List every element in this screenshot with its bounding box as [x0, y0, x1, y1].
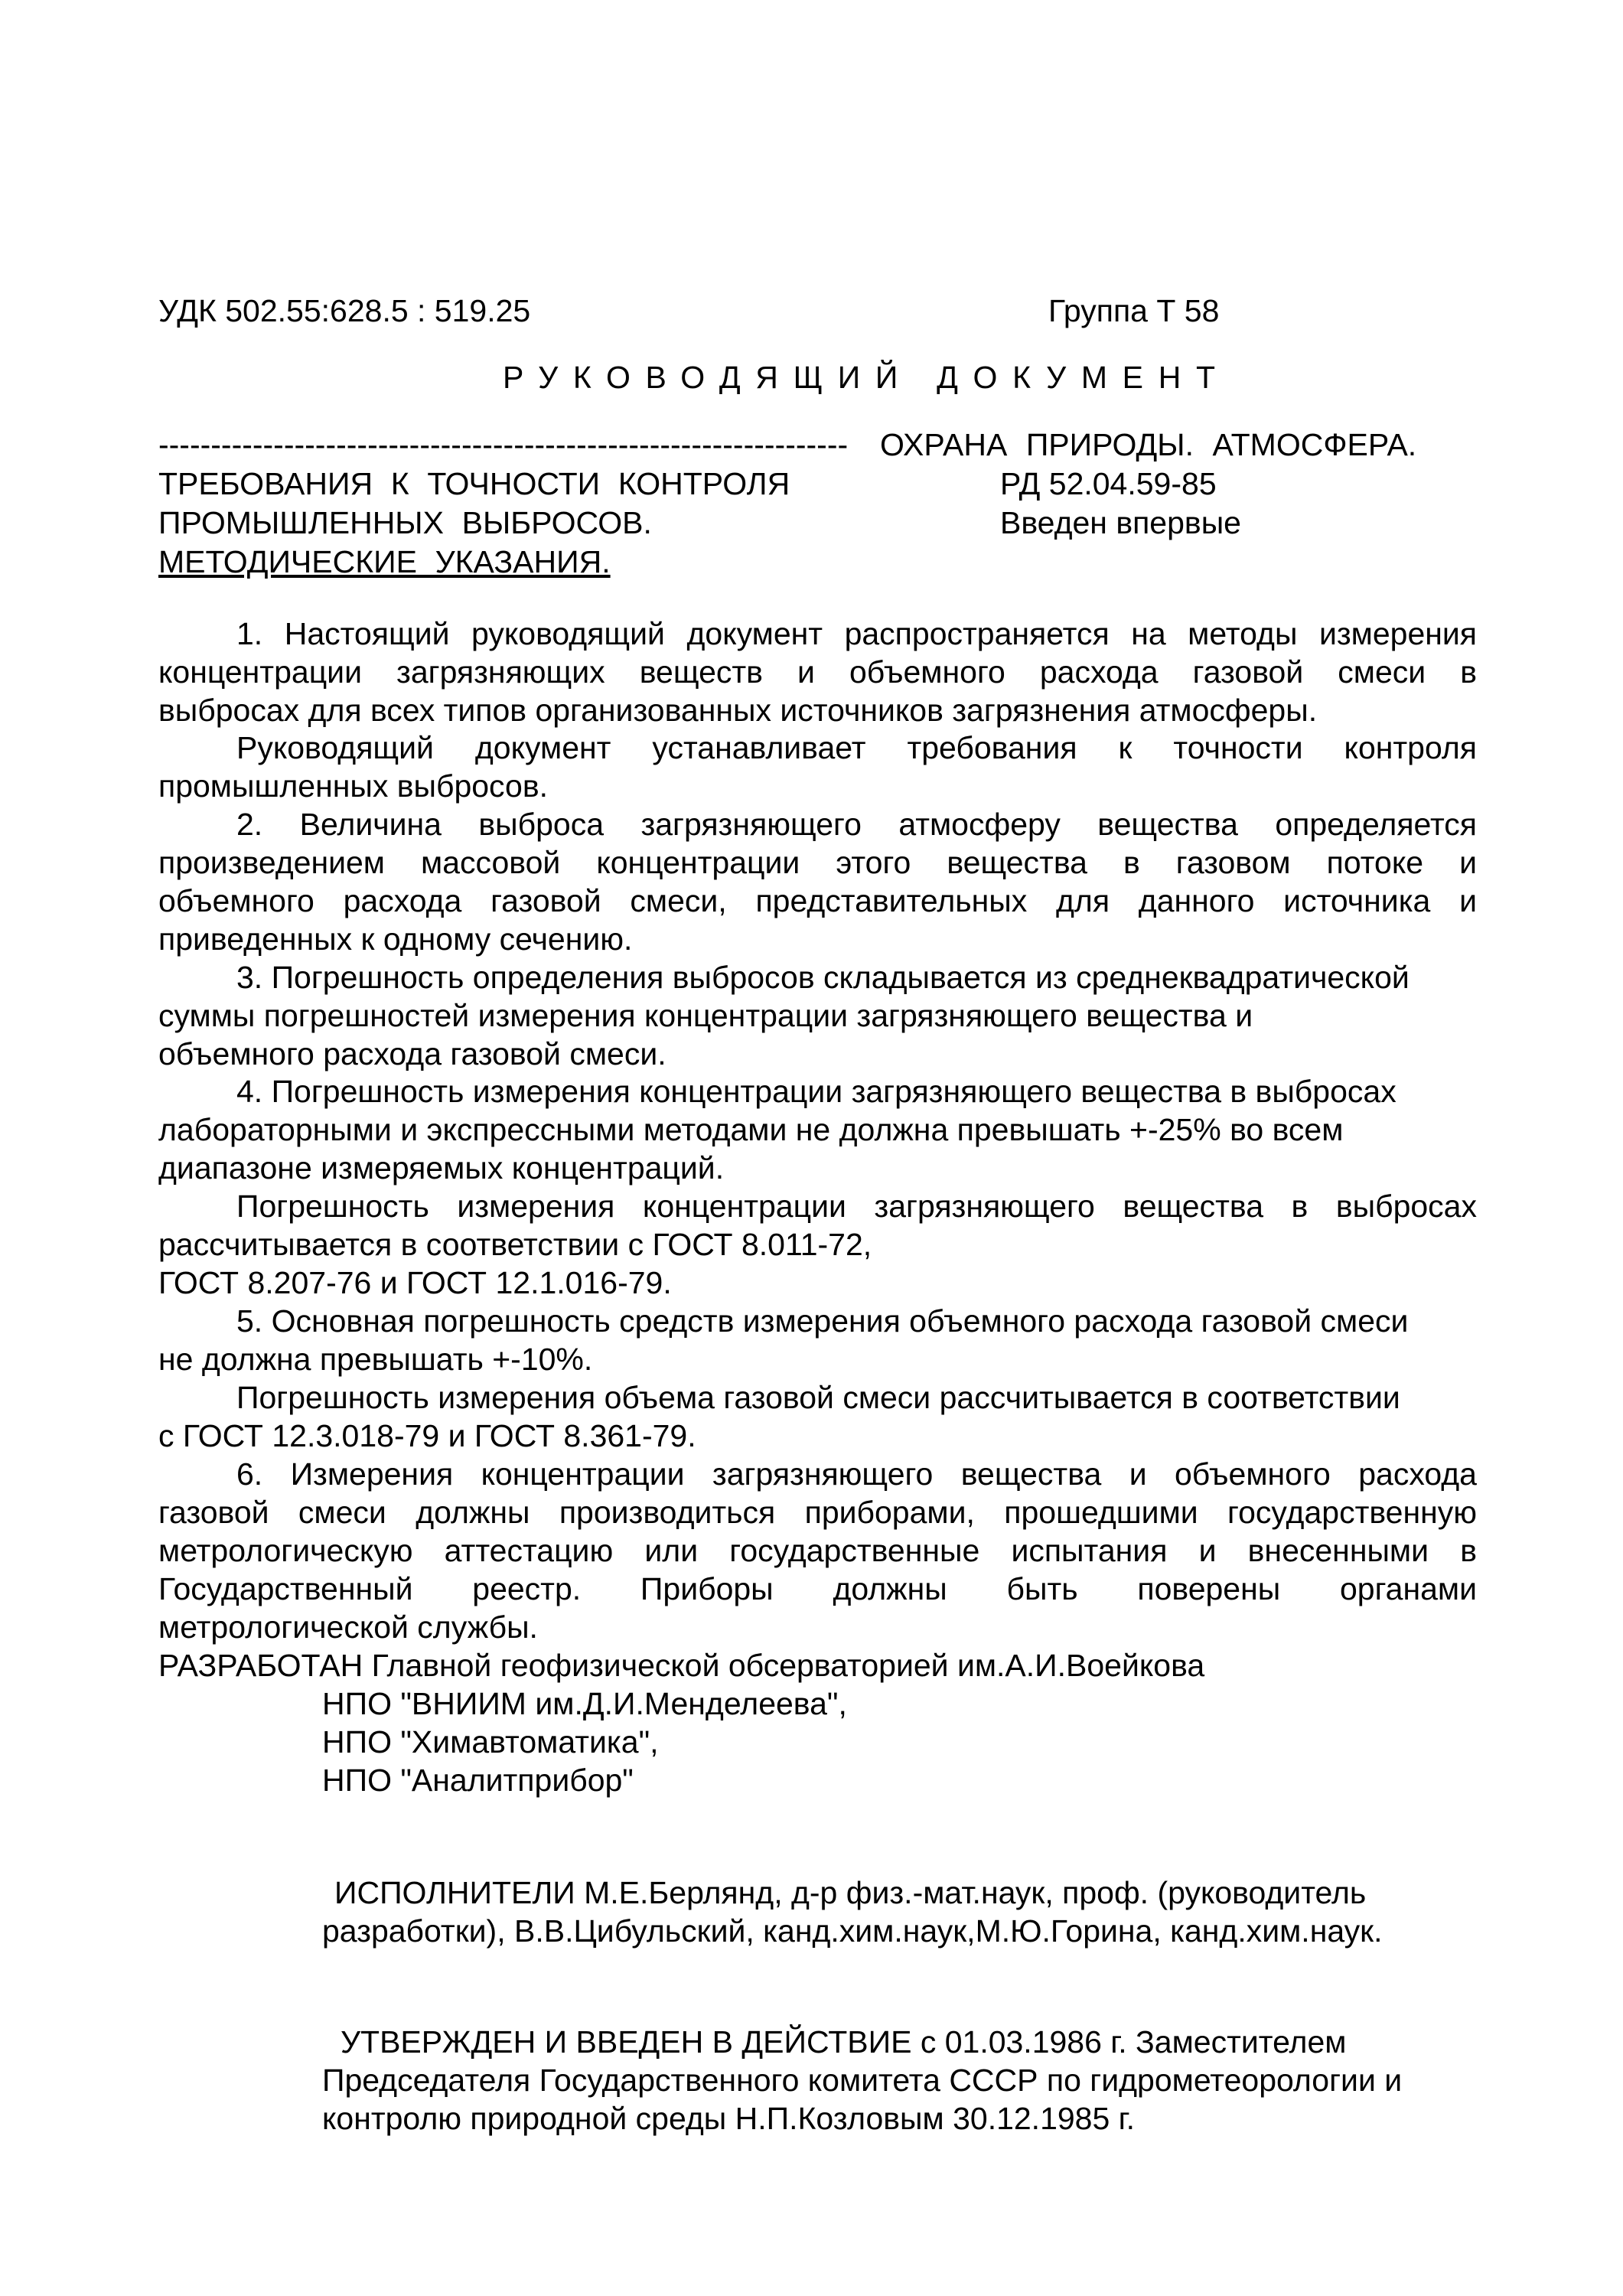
paragraph-4-line-3: диапазоне измеряемых концентраций. [158, 1150, 725, 1186]
paragraph-6-line-2: газовой смеси должны производиться приборами, прошедшими государственную [158, 1495, 1477, 1530]
paragraph-1-line-3: выбросах для всех типов организованных источников загрязнения атмосферы. [158, 693, 1318, 728]
paragraph-2-line-1: 2. Величина выброса загрязняющего атмосферу вещества определяется [236, 807, 1477, 842]
developer-org-2: НПО "Химавтоматика", [322, 1724, 659, 1760]
paragraph-2-line-2: произведением массовой концентрации этого вещества в газовом потоке и [158, 845, 1477, 880]
paragraph-5-line-1: 5. Основная погрешность средств измерения объемного расхода газовой смеси [236, 1303, 1409, 1339]
topic-heading: ОХРАНА ПРИРОДЫ. АТМОСФЕРА. [880, 427, 1417, 462]
approved-line-1: УТВЕРЖДЕН И ВВЕДЕН В ДЕЙСТВИЕ с 01.03.1986 г. Заместителем [341, 2024, 1347, 2060]
paragraph-4b-line-3: ГОСТ 8.207-76 и ГОСТ 12.1.016-79. [158, 1265, 672, 1300]
paragraph-5b-line-2: с ГОСТ 12.3.018-79 и ГОСТ 8.361-79. [158, 1418, 696, 1453]
executors-line-1: ИСПОЛНИТЕЛИ М.Е.Берлянд, д-р физ.-мат.наук, проф. (руководитель [334, 1875, 1367, 1910]
paragraph-2-line-4: приведенных к одному сечению. [158, 921, 633, 957]
title-line-1: ТРЕБОВАНИЯ К ТОЧНОСТИ КОНТРОЛЯ [158, 466, 790, 501]
document-number: РД 52.04.59-85 [1000, 466, 1217, 501]
paragraph-6-line-1: 6. Измерения концентрации загрязняющего вещества и объемного расхода [236, 1456, 1477, 1492]
paragraph-1b-line-1: Руководящий документ устанавливает требования к точности контроля [236, 730, 1477, 765]
paragraph-3-line-2: суммы погрешностей измерения концентрации загрязняющего вещества и [158, 998, 1253, 1033]
approved-line-3: контролю природной среды Н.П.Козловым 30.12.1985 г. [322, 2101, 1136, 2136]
developed-by: РАЗРАБОТАН Главной геофизической обсерваторией им.А.И.Воейкова [158, 1648, 1205, 1683]
paragraph-6-line-4: Государственный реестр. Приборы должны быть поверены органами [158, 1571, 1477, 1606]
paragraph-5b-line-1: Погрешность измерения объема газовой смеси рассчитывается в соответствии [236, 1380, 1400, 1415]
paragraph-5-line-2: не должна превышать +-10%. [158, 1342, 593, 1377]
paragraph-3-line-1: 3. Погрешность определения выбросов складывается из среднеквадратической [236, 960, 1410, 995]
paragraph-4b-line-1: Погрешность измерения концентрации загрязняющего вещества в выбросах [236, 1189, 1477, 1224]
paragraph-3-line-3: объемного расхода газовой смеси. [158, 1036, 666, 1071]
title-line-3: МЕТОДИЧЕСКИЕ УКАЗАНИЯ. [158, 544, 611, 579]
separator-dashes: ------------------------------------------------------------------ [158, 427, 849, 462]
paragraph-6-line-5: метрологической службы. [158, 1609, 538, 1645]
developer-org-1: НПО "ВНИИМ им.Д.И.Менделеева", [322, 1686, 847, 1721]
paragraph-4-line-2: лабораторными и экспрессными методами не должна превышать +-25% во всем [158, 1112, 1344, 1147]
group-code: Группа Т 58 [1048, 293, 1220, 328]
introduction-status: Введен впервые [1000, 505, 1241, 540]
paragraph-2-line-3: объемного расхода газовой смеси, представительных для данного источника и [158, 883, 1477, 918]
paragraph-1-line-2: концентрации загрязняющих веществ и объемного расхода газовой смеси в [158, 654, 1477, 690]
paragraph-6-line-3: метрологическую аттестацию или государственные испытания и внесенными в [158, 1533, 1477, 1568]
paragraph-4b-line-2: рассчитывается в соответствии с ГОСТ 8.011-72, [158, 1227, 872, 1262]
paragraph-4-line-1: 4. Погрешность измерения концентрации загрязняющего вещества в выбросах [236, 1074, 1396, 1109]
udk-code: УДК 502.55:628.5 : 519.25 [158, 293, 531, 328]
executors-line-2: разработки), В.В.Цибульский, канд.хим.наук,М.Ю.Горина, канд.хим.наук. [322, 1913, 1383, 1949]
title-line-2: ПРОМЫШЛЕННЫХ ВЫБРОСОВ. [158, 505, 652, 540]
paragraph-1b-line-2: промышленных выбросов. [158, 768, 548, 804]
approved-line-2: Председателя Государственного комитета СССР по гидрометеорологии и [322, 2063, 1403, 2098]
document-type-heading: РУКОВОДЯЩИЙ ДОКУМЕНТ [503, 360, 1230, 395]
paragraph-1-line-1: 1. Настоящий руководящий документ распространяется на методы измерения [236, 616, 1477, 651]
developer-org-3: НПО "Аналитприбор" [322, 1763, 634, 1798]
